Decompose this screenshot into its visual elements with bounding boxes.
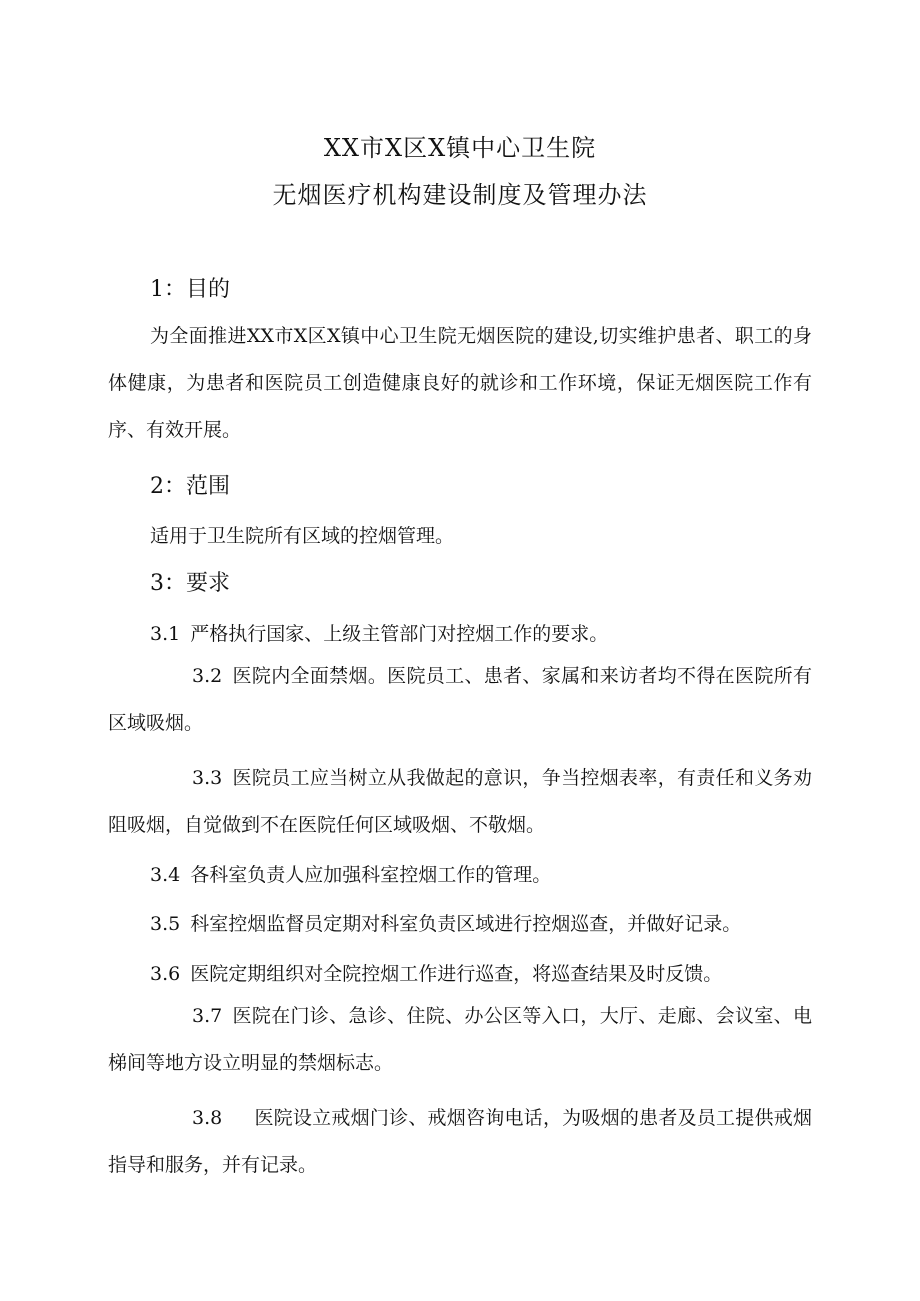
requirement-item bbox=[108, 653, 812, 747]
requirement-text: 医院设立戒烟门诊、戒烟咨询电话，为吸烟的患者及员工提供戒烟指导和服务，并有记录。 bbox=[108, 1107, 812, 1176]
requirement-number: 3.4 bbox=[150, 864, 181, 886]
requirement-text: 医院定期组织对全院控烟工作进行巡查，将巡查结果及时反馈。 bbox=[190, 963, 723, 985]
requirement-number: 3.6 bbox=[150, 963, 181, 985]
requirement-item bbox=[108, 755, 812, 849]
requirement-text: 科室控烟监督员定期对科室负责区域进行控烟巡查，并做好记录。 bbox=[190, 913, 742, 935]
requirement-text: 医院员工应当树立从我做起的意识，争当控烟表率，有责任和义务劝阻吸烟，自觉做到不在医院任何区域吸烟、不敬烟。 bbox=[108, 767, 812, 836]
requirement-text: 各科室负责人应加强科室控烟工作的管理。 bbox=[190, 864, 552, 886]
document-title-line1: XX市X区X镇中心卫生院 bbox=[323, 134, 597, 162]
requirement-number: 3.5 bbox=[150, 913, 181, 935]
requirement-item bbox=[150, 860, 551, 887]
requirement-item bbox=[150, 909, 741, 936]
requirement-item bbox=[150, 619, 608, 646]
requirement-number: 3.3 bbox=[192, 767, 223, 789]
section-heading-purpose: 1：目的 bbox=[150, 277, 230, 302]
section-text-purpose: 为全面推进XX市X区X镇中心卫生院无烟医院的建设,切实维护患者、职工的身体健康，为患者和医院员工创造健康良好的就诊和工作环境，保证无烟医院工作有序、有效开展。 bbox=[108, 325, 812, 441]
requirement-item bbox=[150, 959, 722, 986]
requirement-number: 3.7 bbox=[192, 1005, 223, 1027]
section-heading-requirements: 3：要求 bbox=[150, 571, 230, 596]
requirement-item bbox=[108, 1095, 812, 1189]
section-heading-scope: 2：范围 bbox=[150, 474, 230, 499]
requirement-item bbox=[108, 993, 812, 1087]
requirement-number: 3.8 bbox=[192, 1107, 223, 1129]
requirement-number: 3.2 bbox=[192, 665, 223, 687]
section-text-scope: 适用于卫生院所有区域的控烟管理。 bbox=[150, 525, 455, 547]
requirement-text: 严格执行国家、上级主管部门对控烟工作的要求。 bbox=[190, 623, 609, 645]
requirement-number: 3.1 bbox=[150, 623, 181, 645]
document-title-line2: 无烟医疗机构建设制度及管理办法 bbox=[272, 181, 648, 209]
requirement-text: 医院在门诊、急诊、住院、办公区等入口，大厅、走廊、会议室、电梯间等地方设立明显的禁烟标志。 bbox=[108, 1005, 812, 1074]
requirement-text: 医院内全面禁烟。医院员工、患者、家属和来访者均不得在医院所有区域吸烟。 bbox=[108, 665, 812, 734]
